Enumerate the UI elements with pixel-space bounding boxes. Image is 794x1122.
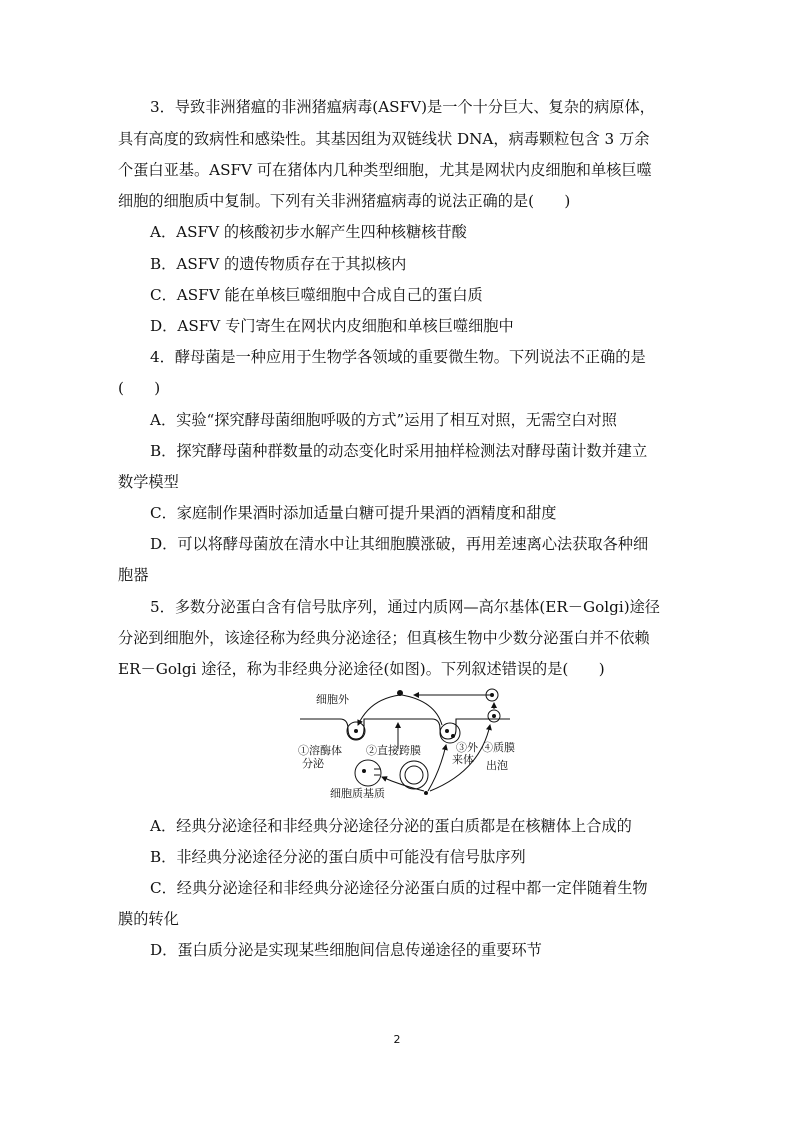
q3-option-d: D．ASFV 专门寄生在网状内皮细胞和单核巨噬细胞中: [150, 317, 514, 335]
q4-stem-line-1: 4．酵母菌是一种应用于生物学各领域的重要微生物。下列说法不正确的是: [150, 348, 646, 366]
q4-option-d-cont: 胞器: [118, 566, 149, 584]
cell-membrane: [300, 719, 510, 739]
q5-stem-line-3: ER－Golgi 途径，称为非经典分泌途径(如图)。下列叙述错误的是( ): [118, 660, 605, 678]
q3-stem-line-2: 具有高度的致病性和感染性。其基因组为双链线状 DNA，病毒颗粒包含 3 万余: [118, 130, 650, 148]
label-exosome-3: 来体: [452, 753, 474, 766]
label-exosome-1: ③外: [456, 741, 478, 754]
label-bleb-1: ④质膜: [482, 741, 515, 754]
label-lysosome-secretion: 分泌: [302, 757, 324, 770]
exosome-icon: [440, 723, 460, 743]
q5-option-c: C．经典分泌途径和非经典分泌途径分泌蛋白质的过程中都一定伴随着生物: [150, 879, 648, 897]
q3-stem-line-3: 个蛋白亚基。ASFV 可在猪体内几种类型细胞，尤其是网状内皮细胞和单核巨噬: [118, 161, 652, 179]
cytosol-protein-dot: [424, 791, 428, 795]
q3-stem-line-4: 细胞的细胞质中复制。下列有关非洲猪瘟病毒的说法正确的是( ): [118, 192, 571, 210]
q5-option-c-cont: 膜的转化: [118, 910, 179, 928]
secretion-pathway-figure: [290, 681, 520, 799]
q4-option-a: A．实验“探究酵母菌细胞呼吸的方式”运用了相互对照，无需空白对照: [150, 411, 617, 429]
q4-option-b-cont: 数学模型: [118, 473, 179, 491]
q3-stem-line-1: 3．导致非洲猪瘟的非洲猪瘟病毒(ASFV)是一个十分巨大、复杂的病原体，: [150, 98, 655, 116]
label-outside: 细胞外: [316, 693, 349, 706]
q3-option-b: B．ASFV 的遗传物质存在于其拟核内: [150, 255, 407, 273]
q4-option-d: D．可以将酵母菌放在清水中让其细胞膜涨破，再用差速离心法获取各种细: [150, 535, 649, 553]
page-number: 2: [393, 1033, 401, 1046]
q5-option-d: D．蛋白质分泌是实现某些细胞间信息传递途径的重要环节: [150, 941, 542, 959]
q5-option-a: A．经典分泌途径和非经典分泌途径分泌的蛋白质都是在核糖体上合成的: [150, 817, 632, 835]
q5-stem-line-2: 分泌到细胞外，该途径称为经典分泌途径；但真核生物中少数分泌蛋白并不依赖: [118, 629, 650, 647]
q5-option-b: B．非经典分泌途径分泌的蛋白质中可能没有信号肽序列: [150, 848, 526, 866]
q4-option-b: B．探究酵母菌种群数量的动态变化时采用抽样检测法对酵母菌计数并建立: [150, 442, 648, 460]
endosome-icon: [355, 760, 381, 786]
q4-stem-line-2: ( ): [118, 379, 161, 397]
label-cytoplasm-matrix: 细胞质基质: [330, 787, 385, 799]
secretion-diagram: [290, 681, 520, 799]
q3-option-a: A．ASFV 的核酸初步水解产生四种核糖核苷酸: [150, 223, 467, 241]
q4-option-c: C．家庭制作果酒时添加适量白糖可提升果酒的酒精度和甜度: [150, 504, 557, 522]
q3-option-c: C．ASFV 能在单核巨噬细胞中合成自己的蛋白质: [150, 286, 483, 304]
q5-stem-line-1: 5．多数分泌蛋白含有信号肽序列，通过内质网—高尔基体(ER－Golgi)途径: [150, 598, 660, 616]
vesicle-icon: [400, 761, 428, 789]
label-direct: ②直接跨膜: [366, 744, 421, 757]
label-bleb-2: 出泡: [486, 759, 508, 772]
label-lysosome: ①溶酶体: [298, 744, 342, 757]
